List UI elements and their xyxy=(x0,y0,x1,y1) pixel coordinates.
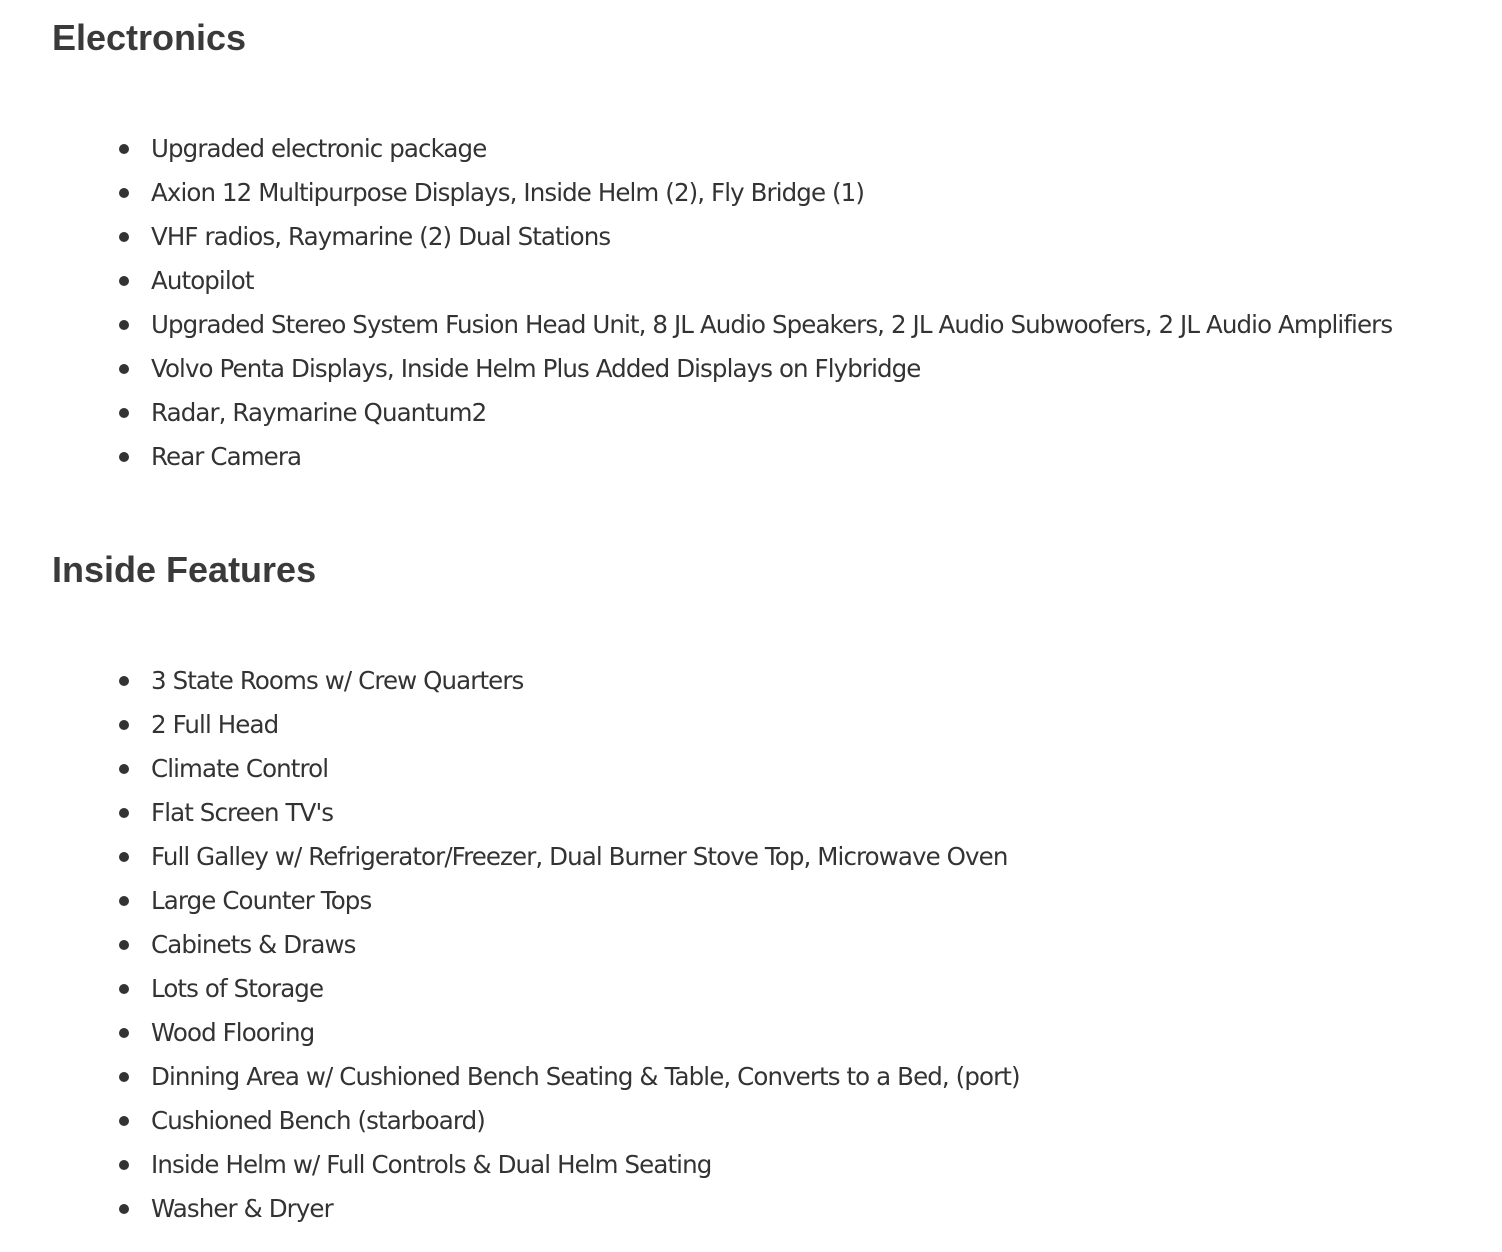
inside-features-list xyxy=(0,659,1020,1231)
list-item-text: 3 State Rooms w/ Crew Quarters xyxy=(151,666,524,695)
bullet-icon xyxy=(119,1028,129,1038)
list-item xyxy=(0,1055,1020,1099)
inside-features-heading: Inside Features xyxy=(52,549,317,590)
list-item-text: 2 Full Head xyxy=(151,710,279,739)
list-item xyxy=(0,435,1392,479)
electronics-heading: Electronics xyxy=(52,17,247,58)
bullet-icon xyxy=(119,364,129,374)
bullet-icon xyxy=(119,676,129,686)
bullet-icon xyxy=(119,452,129,462)
list-item-text: Radar, Raymarine Quantum2 xyxy=(151,398,487,427)
list-item xyxy=(0,1187,1020,1231)
list-item-text: Wood Flooring xyxy=(151,1018,315,1047)
list-item xyxy=(0,703,1020,747)
list-item-text: Flat Screen TV's xyxy=(151,798,334,827)
bullet-icon xyxy=(119,764,129,774)
list-item-text: Cushioned Bench (starboard) xyxy=(151,1106,485,1135)
list-item-text: Washer & Dryer xyxy=(151,1194,333,1223)
list-item-text: Full Galley w/ Refrigerator/Freezer, Dual Burner Stove Top, Microwave Oven xyxy=(151,842,1008,871)
list-item xyxy=(0,879,1020,923)
bullet-icon xyxy=(119,940,129,950)
bullet-icon xyxy=(119,720,129,730)
list-item xyxy=(0,391,1392,435)
list-item-text: VHF radios, Raymarine (2) Dual Stations xyxy=(151,222,611,251)
list-item xyxy=(0,171,1392,215)
list-item-text: Upgraded Stereo System Fusion Head Unit, 8 JL Audio Speakers, 2 JL Audio Subwoofers, 2 JL Audio Amplifiers xyxy=(151,310,1393,339)
list-item xyxy=(0,259,1392,303)
list-item-text: Dinning Area w/ Cushioned Bench Seating & Table, Converts to a Bed, (port) xyxy=(151,1062,1020,1091)
bullet-icon xyxy=(119,852,129,862)
list-item-text: Inside Helm w/ Full Controls & Dual Helm Seating xyxy=(151,1150,712,1179)
list-item xyxy=(0,1099,1020,1143)
bullet-icon xyxy=(119,276,129,286)
bullet-icon xyxy=(119,1116,129,1126)
bullet-icon xyxy=(119,408,129,418)
list-item xyxy=(0,1011,1020,1055)
electronics-list xyxy=(0,127,1392,479)
list-item xyxy=(0,127,1392,171)
bullet-icon xyxy=(119,984,129,994)
bullet-icon xyxy=(119,320,129,330)
list-item-text: Lots of Storage xyxy=(151,974,324,1003)
list-item-text: Upgraded electronic package xyxy=(151,134,487,163)
list-item-text: Rear Camera xyxy=(151,442,302,471)
list-item xyxy=(0,347,1392,391)
bullet-icon xyxy=(119,144,129,154)
bullet-icon xyxy=(119,808,129,818)
list-item-text: Cabinets & Draws xyxy=(151,930,356,959)
list-item-text: Axion 12 Multipurpose Displays, Inside Helm (2), Fly Bridge (1) xyxy=(151,178,865,207)
list-item xyxy=(0,659,1020,703)
bullet-icon xyxy=(119,1072,129,1082)
list-item xyxy=(0,215,1392,259)
list-item-text: Autopilot xyxy=(151,266,254,295)
bullet-icon xyxy=(119,232,129,242)
bullet-icon xyxy=(119,1204,129,1214)
list-item xyxy=(0,923,1020,967)
list-item xyxy=(0,303,1392,347)
list-item-text: Volvo Penta Displays, Inside Helm Plus Added Displays on Flybridge xyxy=(151,354,921,383)
list-item xyxy=(0,835,1020,879)
bullet-icon xyxy=(119,188,129,198)
bullet-icon xyxy=(119,1160,129,1170)
list-item-text: Climate Control xyxy=(151,754,329,783)
list-item-text: Large Counter Tops xyxy=(151,886,372,915)
list-item xyxy=(0,1143,1020,1187)
bullet-icon xyxy=(119,896,129,906)
list-item xyxy=(0,747,1020,791)
list-item xyxy=(0,967,1020,1011)
list-item xyxy=(0,791,1020,835)
